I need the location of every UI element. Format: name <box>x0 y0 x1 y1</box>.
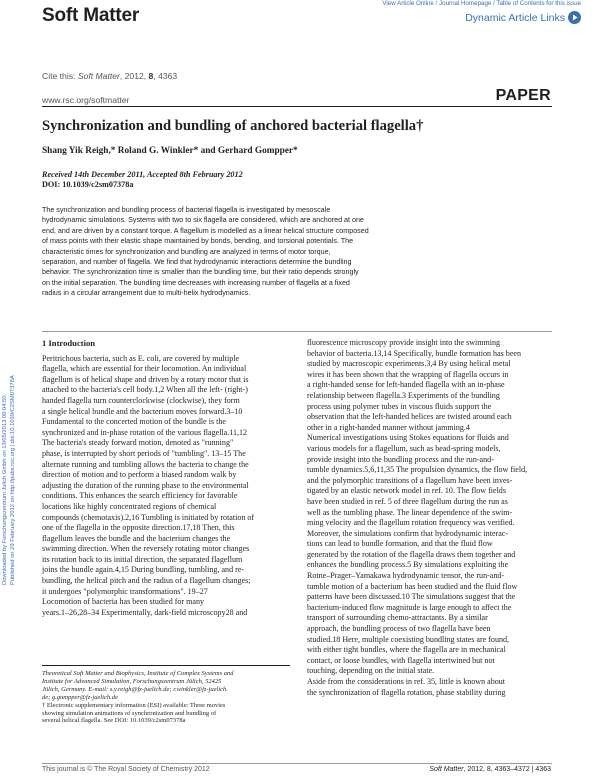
body-line: Numerical investigations using Stokes equations for fluids and <box>307 433 509 443</box>
body-line: have been studied in ref. 5 of three flagellum during the run as <box>307 496 508 506</box>
abstract-line: behavior. The synchronization time is smaller than the bundling time, but their ratio depends strongly <box>42 268 359 277</box>
affiliation-line: Institute for Advanced Simulation, Forschungszentrum Jülich, 52425 <box>42 677 222 685</box>
body-line: tumble dynamics.5,6,11,35 The propulsion dynamics, the flow field, <box>307 465 528 475</box>
body-line: Rotne–Prager–Yamakawa hydrodynamic tensor, the run-and- <box>307 571 505 581</box>
body-line: flagellum leaves the bundle and the bacterium changes the <box>42 533 231 543</box>
body-line: a single helical bundle and the bacterium moves forward.3–10 <box>42 406 243 416</box>
body-line: one of the flagella in the opposite direction.17,18 Then, this <box>42 523 235 533</box>
top-navigation <box>382 0 581 7</box>
body-line: fluorescence microscopy provide insight into the swimming <box>307 338 501 347</box>
abstract-line: of mass points with their elastic shape maintained by bonds, bending, and torsional potentials. The <box>42 237 354 246</box>
affiliation-line: Jülich, Germany. E-mail: s.y.reigh@fz-juelich.de; r.winkler@fz-juelich. <box>42 685 228 693</box>
body-line: swimming direction. When the reversely rotating motor changes <box>42 544 250 554</box>
body-line: ming velocity and the flagellum rotation frequency was verified. <box>307 518 515 528</box>
journal-name: Soft Matter <box>42 5 140 26</box>
footer-rule <box>42 763 552 764</box>
body-line: Peritrichous bacteria, such as E. coli, are covered by multiple <box>42 353 240 363</box>
body-line: generated by the rotation of the flagella draws them together and <box>307 549 516 559</box>
footer-journal: Soft Matter <box>429 766 464 773</box>
body-line: direction of motion and to perform a biased random walk by <box>42 470 237 480</box>
abstract <box>42 205 554 299</box>
body-line: enhances the bundling process.5 By simulations exploiting the <box>307 560 509 570</box>
header-rule <box>42 106 552 107</box>
body-line: wires it has been shown that the wrapping of flagella occurs in <box>307 369 509 379</box>
body-line: studied by macroscopic experiments.3,4 By using helical metal <box>307 359 511 369</box>
doi[interactable]: DOI: 10.1039/c2sm07378a <box>42 180 134 189</box>
cite-prefix: Cite this: <box>42 71 78 81</box>
body-line: approach, the bundling process of two flagella have been <box>307 624 491 634</box>
body-line: the synchronization of flagella rotation, phase stability during <box>307 687 506 697</box>
body-line: tions can lead to bundle formation, and that the fluid flow <box>307 539 493 549</box>
journal-homepage-link[interactable]: Journal Homepage <box>439 0 492 7</box>
body-line: Moreover, the simulations confirm that hydrodynamic interac- <box>307 528 509 538</box>
abstract-line: radius in a circular arrangement due to multi-helix hydrodynamics. <box>42 289 251 298</box>
body-line: its rotation back to its initial direction, the separated flagellum <box>42 554 243 564</box>
body-line: Aside from the considerations in ref. 35, little is known about <box>307 677 506 686</box>
body-line: behavior of bacteria.13,14 Specifically, bundle formation has been <box>307 348 521 358</box>
affiliation-line: de; g.gompper@fz-juelich.de <box>42 693 118 701</box>
abstract-line: characteristic times for synchronization and bundling are analyzed in terms of motor torque, <box>42 247 331 256</box>
cite-page: , 4363 <box>153 71 178 81</box>
body-line: touching, depending on the initial state. <box>307 666 435 676</box>
download-notice: Downloaded by Forschungszentrum Julich Gmbh on 13/05/2013 08:04:50. <box>2 393 8 585</box>
body-line: years.1–26,28–34 Experimentally, dark-field microscopy28 and <box>42 607 248 617</box>
footnote-rule <box>42 665 290 666</box>
cite-year: , 2012, <box>119 71 149 81</box>
esi-line: † Electronic supplementary information (ESI) available: Three movies <box>42 701 226 709</box>
body-line: observation that the left-handed helices are twisted around each <box>307 412 512 422</box>
download-sidebar <box>0 200 16 585</box>
left-column <box>42 338 290 618</box>
section-heading: 1 Introduction <box>42 338 96 348</box>
body-line: studied.18 Here, multiple coexisting bundling states are found, <box>307 634 510 644</box>
body-line: attached to the bacteria's cell body.1,2 When all the left- (right-) <box>42 385 248 395</box>
right-column <box>307 338 555 698</box>
body-line: with either tight bundles, where the flagella are in mechanical <box>307 645 506 655</box>
body-line: tigated by an elastic network model in ref. 10. The flow fields <box>307 486 506 496</box>
esi-line: several helical flagella. See DOI: 10.1039/c2sm07378a <box>42 717 186 725</box>
body-line: it undergoes "polymorphic transformations". 19–27 <box>42 586 208 596</box>
body-line: phase, is interrupted by short periods of "tumbling". 13–15 The <box>42 448 246 458</box>
cite-volume: 8 <box>148 71 154 81</box>
dynamic-article-links[interactable]: Dynamic Article Links <box>465 12 565 24</box>
body-line: various models for a flagellum, such as bead-spring models, <box>307 443 501 453</box>
body-line: Locomotion of bacteria has been studied for many <box>42 597 205 607</box>
citation-line <box>42 71 177 81</box>
journal-url[interactable]: www.rsc.org/softmatter <box>42 95 130 105</box>
body-line: joins the bundle again.4,15 During bundling, tumbling, and re- <box>42 565 245 575</box>
body-line: bacterium-induced flow magnitude is large enough to affect the <box>307 602 512 612</box>
affiliation-line: Theoretical Soft Matter and Biophysics, Institute of Complex Systems and <box>42 670 234 677</box>
play-arrow-icon[interactable] <box>568 11 581 24</box>
body-line: conditions. This enhances the search efficiency for favorable <box>42 491 238 501</box>
body-line: Fundamental to the concerted motion of the bundle is the <box>42 417 226 427</box>
esi-line: showing simulation animations of synchronization and bundling of <box>42 709 217 717</box>
table-of-contents-link[interactable]: Table of Contents for this issue <box>496 0 581 7</box>
footer-citation <box>429 766 551 773</box>
nav-separator: / <box>433 0 440 7</box>
footer-copyright: This journal is © The Royal Society of Chemistry 2012 <box>42 766 210 773</box>
view-article-online-link[interactable]: View Article Online <box>382 0 434 7</box>
body-line: well as the tumbling phase. The linear dependence of the swim- <box>307 507 513 517</box>
abstract-line: The synchronization and bundling process of bacterial flagella is investigated by mesoscale <box>42 206 331 214</box>
body-line: patterns have been discussed.10 The simulations suggest that the <box>307 592 516 602</box>
body-line: locations like highly concentrated regions of chemical <box>42 501 217 511</box>
article-title: Synchronization and bundling of anchored bacterial flagella† <box>42 118 424 134</box>
cite-journal: Soft Matter <box>77 71 120 81</box>
abstract-rule <box>42 331 552 332</box>
received-dates: Received 14th December 2011, Accepted 8th February 2012 <box>42 170 243 179</box>
abstract-line: on the initial separation. The bundling time decreases with increasing number of flagella at a fixed <box>42 278 350 287</box>
body-line: other in a right-handed manner without jamming.4 <box>307 422 470 432</box>
body-line: handed flagella turn counterclockwise (clockwise), they form <box>42 395 240 405</box>
article-type: PAPER <box>495 87 551 104</box>
authors: Shang Yik Reigh,* Roland G. Winkler* and Gerhard Gompper* <box>42 146 298 156</box>
footer-pages: , 2012, 8, 4363–4372 | 4363 <box>463 766 551 773</box>
body-line: relationship between flagella.3 Experiments of the bundling <box>307 390 500 400</box>
body-line: tumble motion of a bacterium has been studied and the fluid flow <box>307 581 518 591</box>
nav-separator: / <box>491 0 497 7</box>
body-line: compounds (chemotaxis).2,16 Tumbling is initiated by rotation of <box>42 512 255 522</box>
body-line: provide insight into the bundling process and the run-and- <box>307 454 494 464</box>
body-line: contact, or loose bundles, with flagella intertwined but not <box>307 655 495 665</box>
abstract-line: hydrodynamic simulations. Systems with two to six flagella are considered, which are anchored at one <box>42 216 364 225</box>
body-line: synchronized and in-phase rotation of the various flagella.11,12 <box>42 427 248 437</box>
body-line: flagellum is of helical shape and driven by a rotary motor that is <box>42 374 249 384</box>
body-line: and the polymorphic transitions of a flagellum have been inves- <box>307 475 513 485</box>
body-line: transport of surrounding chemo-attractants. By a similar <box>307 613 488 623</box>
body-line: flagella, which are essential for their locomotion. An individual <box>42 364 247 374</box>
body-line: process using polymer tubes in viscous fluids support the <box>307 401 492 411</box>
abstract-line: separation, and number of flagella. We find that hydrodynamic interactions determine the bundling <box>42 258 352 267</box>
body-line: alternate running and tumbling allows the bacteria to change the <box>42 459 249 469</box>
footnotes <box>42 670 290 725</box>
body-line: adjusting the duration of the running phase to the environmental <box>42 480 249 490</box>
publication-notice[interactable]: Published on 29 February 2012 on http://pubs.rsc.org | doi:10.1039/C2SM07378A <box>10 375 16 585</box>
body-line: The bacteria's steady forward motion, denoted as "running" <box>42 438 234 448</box>
abstract-line: end, and are driven by a constant torque. A flagellum is modelled as a linear helical structure composed <box>42 226 369 235</box>
body-line: bundling, the helical pitch and the radius of a flagellum changes; <box>42 576 251 586</box>
body-line: a right-handed sense for left-handed flagella with an in-phase <box>307 380 505 390</box>
